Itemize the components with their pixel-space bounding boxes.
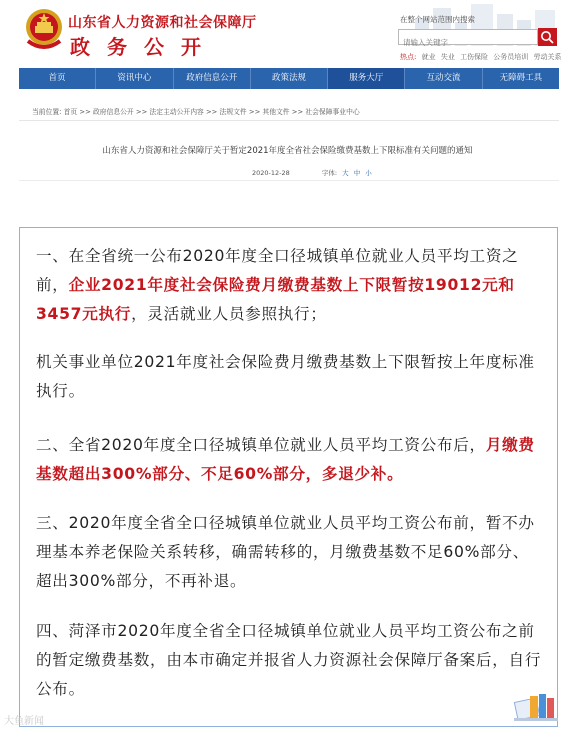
highlight-text: 企业2021年度社会保险费月缴费基数上下限暂按19012元和3457元执行 (36, 276, 515, 323)
hot-keyword[interactable]: 失业 (440, 53, 455, 61)
font-size-small[interactable]: 小 (365, 169, 372, 177)
nav-item-home[interactable]: 首页 (19, 68, 96, 89)
search-icon (538, 28, 557, 46)
nav-item-news[interactable]: 资讯中心 (96, 68, 173, 89)
search-field[interactable] (398, 29, 538, 45)
font-size-label: 字体: (321, 169, 338, 177)
paragraph-5: 四、菏泽市2020年度全省全口径城镇单位就业人员平均工资公布之前的暂定缴费基数，由本市确定并报省人力资源社会保障厅备案后，自行公布。 (36, 622, 542, 698)
article-meta (252, 168, 372, 177)
divider (19, 180, 559, 181)
paragraph-2: 机关事业单位2021年度社会保险费月缴费基数上下限暂按上年度标准执行。 (36, 353, 535, 400)
watermark: 大鱼新闻 (4, 716, 44, 727)
books-icon (512, 686, 560, 722)
search-input[interactable] (399, 36, 537, 50)
national-emblem-icon (24, 7, 64, 51)
divider (19, 120, 559, 121)
paragraph-4: 三、2020年度全省全口径城镇单位就业人员平均工资公布前，暂不办理基本养老保险关系转移，确需转移的，月缴费基数不足60%部分、超出300%部分，不再补退。 (36, 514, 535, 590)
department-name: 山东省人力资源和社会保障厅 (68, 15, 257, 31)
highlight-text: 月缴费基数超出300%部分、不足60%部分，多退少补。 (36, 436, 535, 483)
site-subtitle: 政务公开 (70, 35, 218, 59)
font-size-medium[interactable]: 中 (353, 169, 361, 177)
nav-item-policy[interactable]: 政策法规 (251, 68, 328, 89)
nav-item-service-hall[interactable]: 服务大厅 (328, 68, 405, 89)
hot-keyword[interactable]: 工伤保险 (460, 53, 489, 61)
site-header (0, 0, 575, 66)
article-title: 山东省人力资源和社会保障厅关于暂定2021年度全省社会保险缴费基数上下限标准有关问题的通知 (102, 146, 473, 156)
hot-keyword[interactable]: 劳动关系 (533, 53, 562, 61)
hot-keyword[interactable]: 就业 (421, 53, 436, 61)
article-date: 2020-12-28 (252, 169, 290, 177)
search-scope-label: 在整个网站范围内搜索 (400, 15, 475, 24)
hot-keyword[interactable]: 公务员培训 (493, 53, 529, 61)
paragraph-text: 一、在全省统一公布2020年度全口径城镇单位就业人员平均工资之前， (36, 247, 519, 294)
font-size-large[interactable]: 大 (342, 169, 349, 177)
paragraph-text: ，灵活就业人员参照执行； (131, 305, 327, 323)
nav-item-accessibility[interactable]: 无障碍工具 (499, 73, 543, 83)
breadcrumb[interactable]: 当前位置: 首页 >> 政府信息公开 >> 法定主动公开内容 >> 法规文件 >> 其他文件 >> 社会保障事业中心 (32, 108, 360, 116)
paragraph-text: 二、全省2020年度全口径城镇单位就业人员平均工资公布后， (36, 436, 486, 454)
hot-label: 热点: (400, 53, 417, 61)
hot-keywords (400, 52, 562, 62)
nav-item-gov-info[interactable]: 政府信息公开 (174, 68, 251, 89)
paragraph-3 (36, 431, 545, 489)
nav-item-interaction[interactable]: 互动交流 (405, 68, 482, 89)
search-button[interactable] (538, 28, 557, 46)
paragraph-1 (36, 242, 545, 329)
article-content-box (19, 227, 558, 727)
main-nav (19, 68, 559, 89)
